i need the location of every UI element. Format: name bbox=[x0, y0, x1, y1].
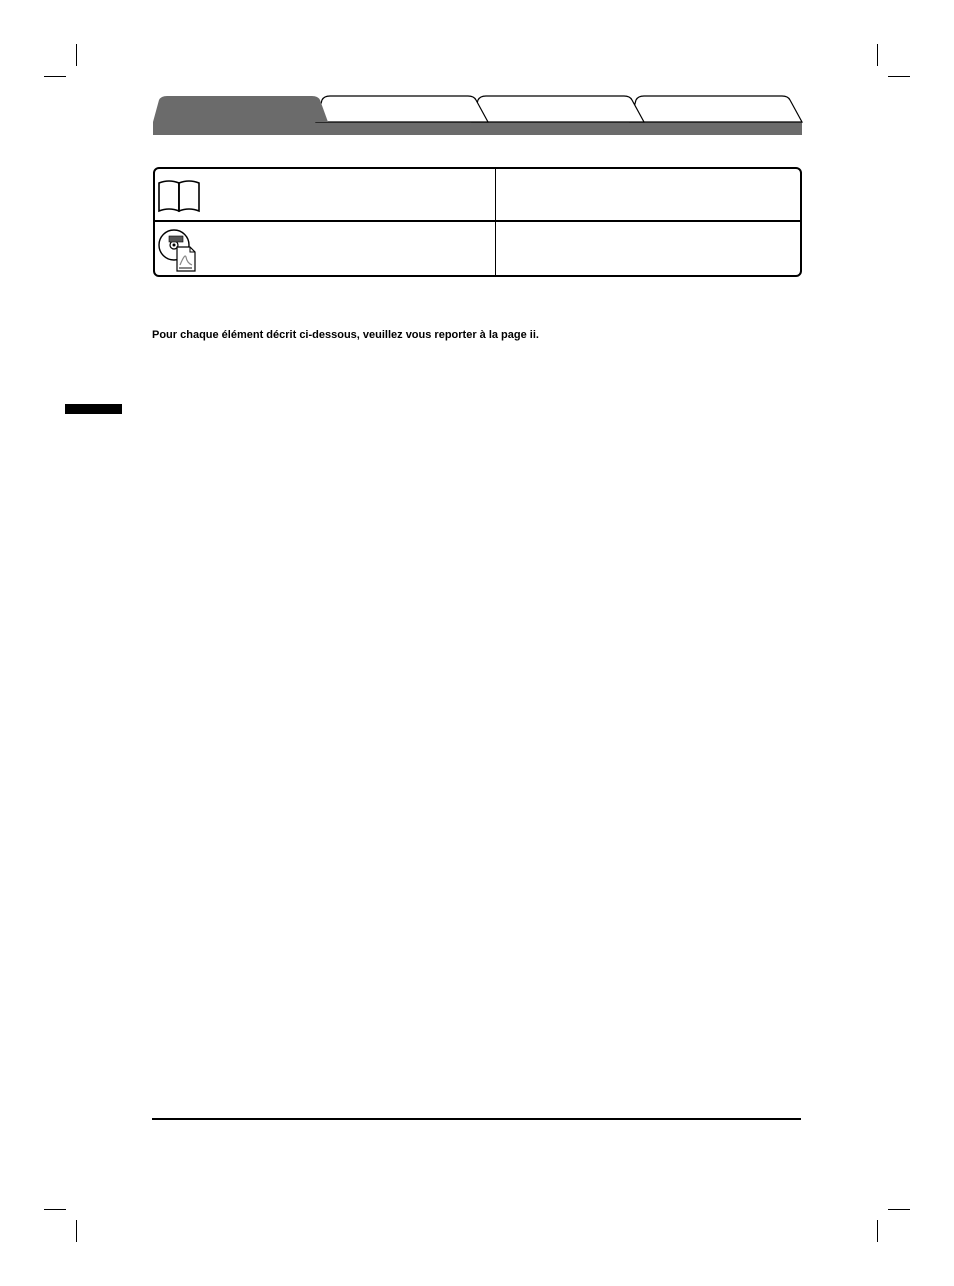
tab-2[interactable] bbox=[316, 96, 488, 122]
row-divider bbox=[155, 220, 800, 222]
column-divider bbox=[495, 169, 496, 275]
tab-1-active[interactable] bbox=[153, 96, 328, 122]
crop-mark bbox=[888, 76, 910, 77]
footer-rule bbox=[152, 1118, 801, 1120]
language-thumb-index bbox=[65, 404, 122, 414]
crop-mark bbox=[877, 1220, 878, 1242]
crop-mark bbox=[76, 1220, 77, 1242]
tab-4[interactable] bbox=[630, 96, 802, 122]
book-icon bbox=[158, 180, 200, 214]
tab-bar bbox=[153, 122, 802, 135]
documents-table bbox=[153, 167, 802, 277]
crop-mark bbox=[44, 76, 66, 77]
crop-mark bbox=[888, 1209, 910, 1210]
crop-mark bbox=[44, 1209, 66, 1210]
cd-rom-pdf-icon bbox=[158, 227, 198, 273]
tab-3[interactable] bbox=[472, 96, 644, 122]
crop-mark bbox=[76, 44, 77, 66]
intro-paragraph: Pour chaque élément décrit ci-dessous, veuillez vous reporter à la page ii. bbox=[152, 329, 539, 341]
section-tabs bbox=[150, 94, 804, 138]
crop-mark bbox=[877, 44, 878, 66]
